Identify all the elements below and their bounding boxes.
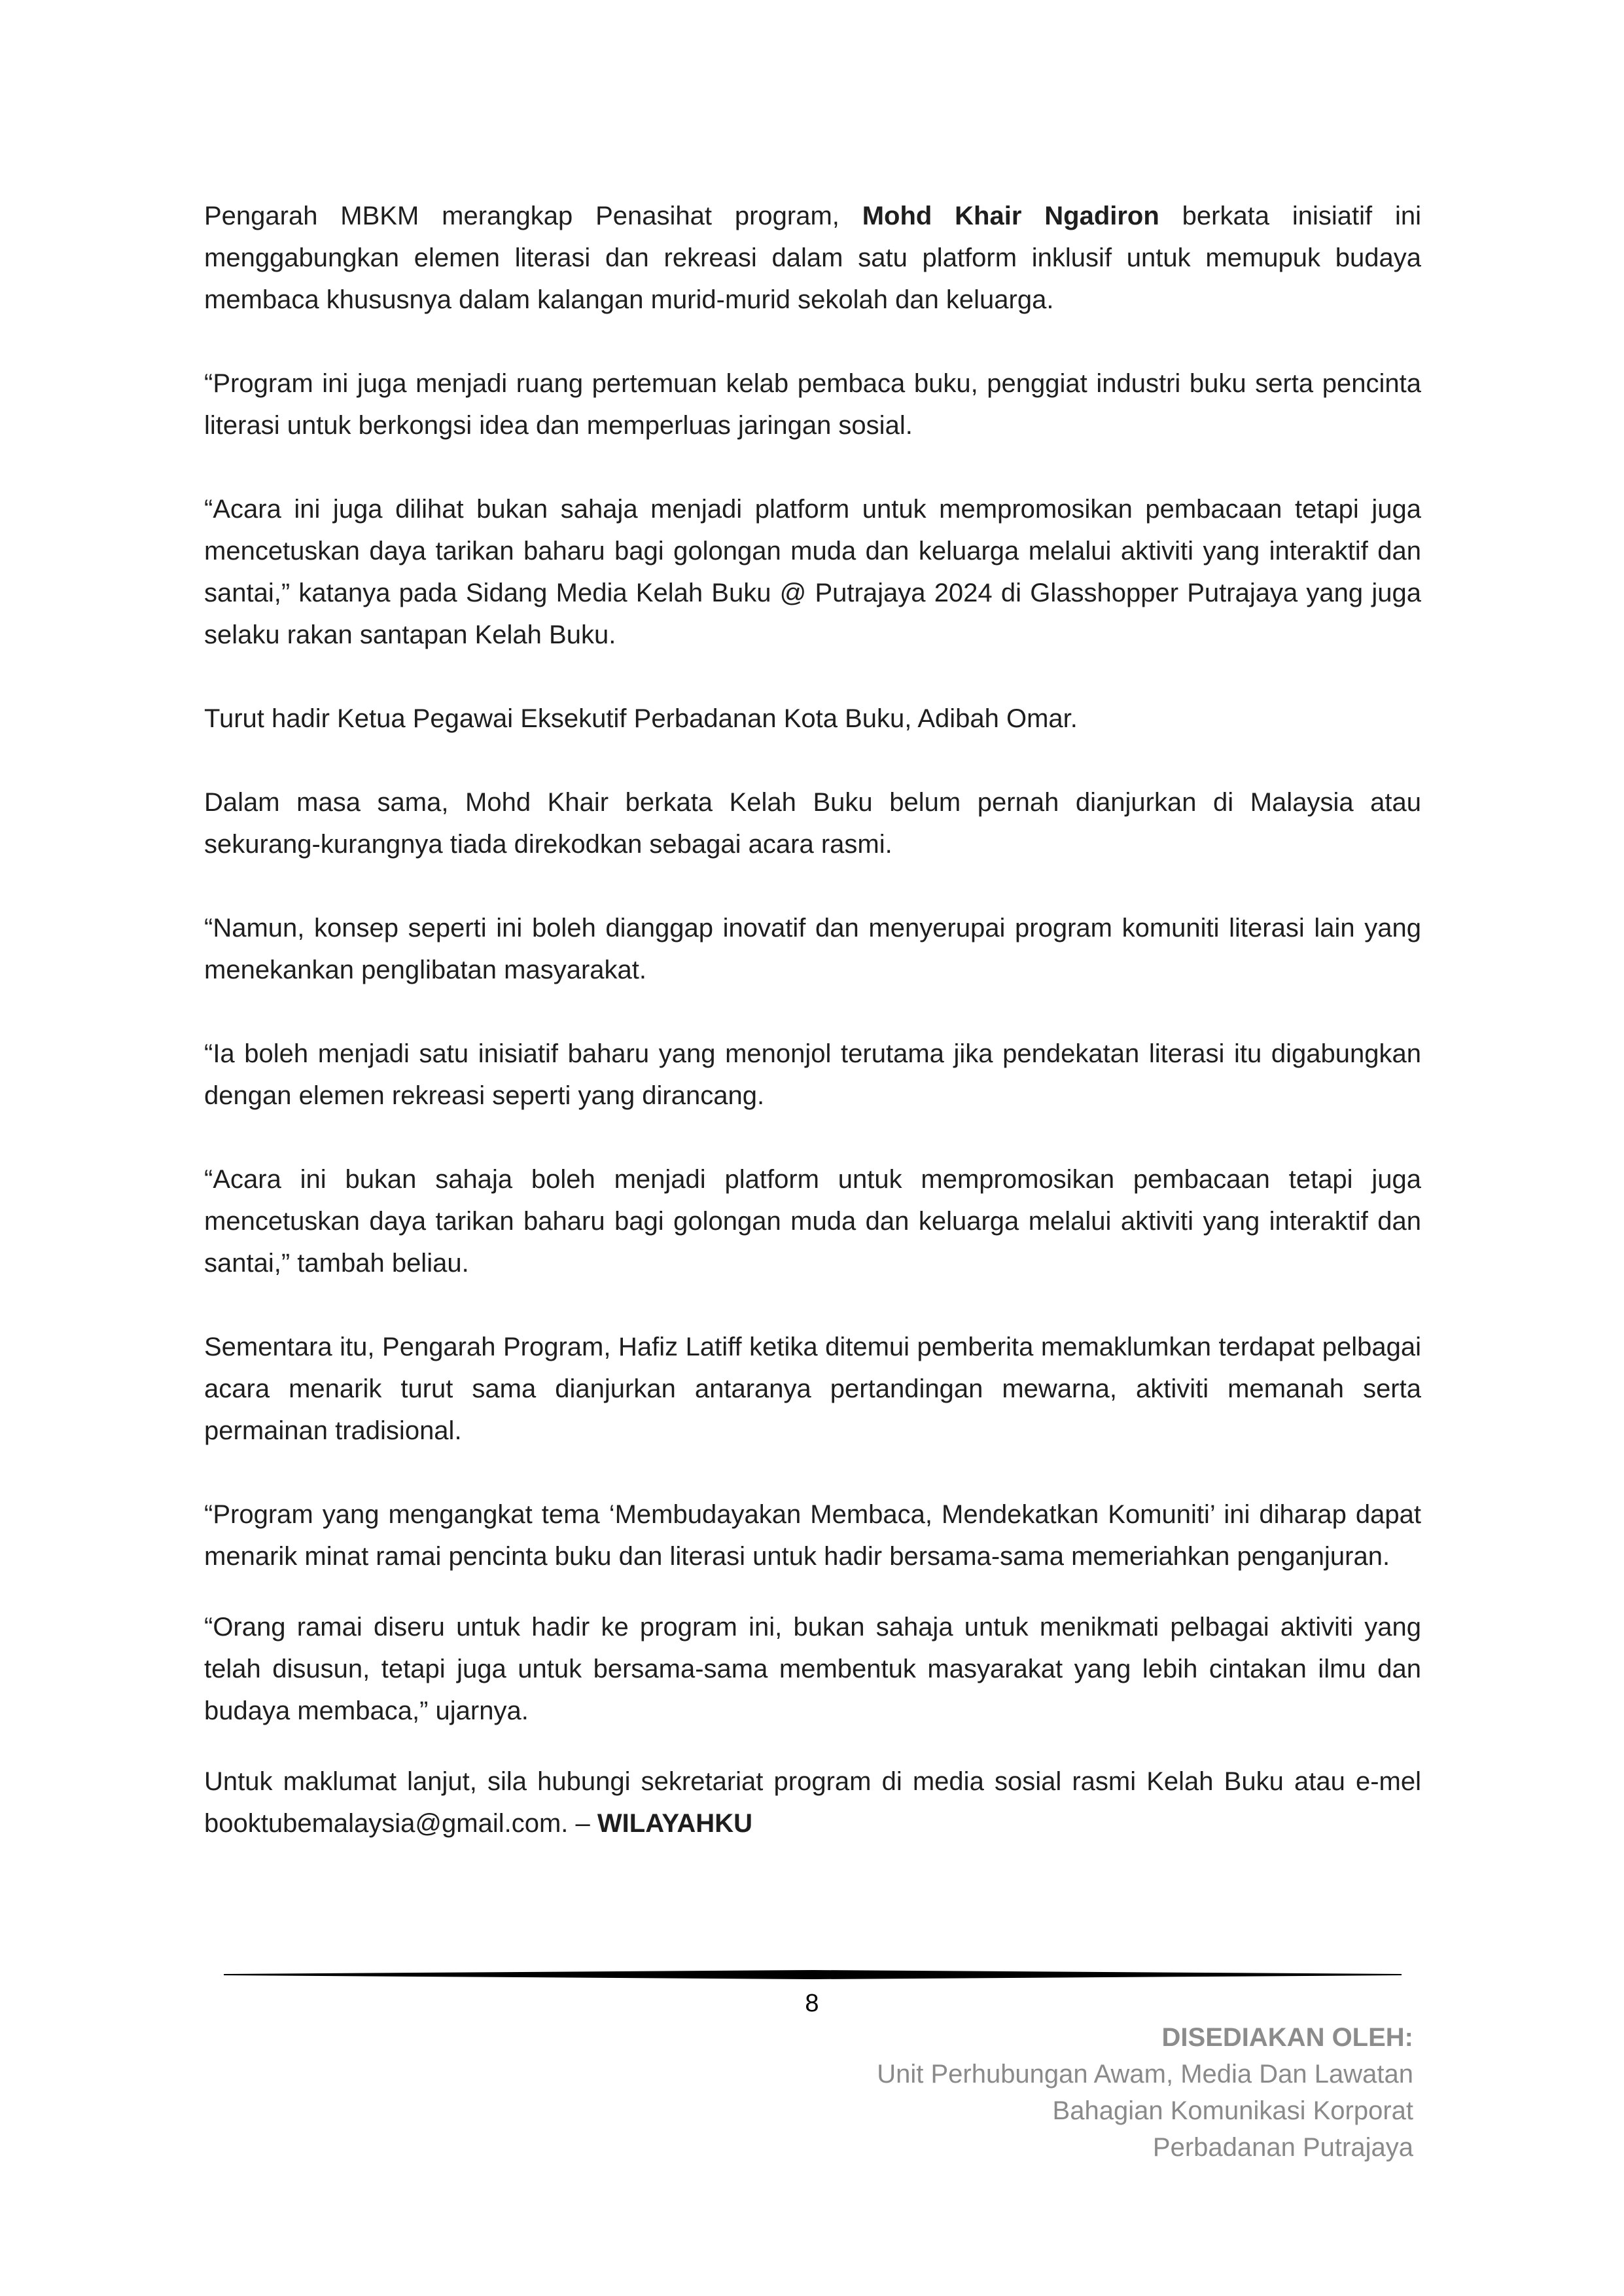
paragraph-7: “Ia boleh menjadi satu inisiatif baharu yang menonjol terutama jika pendekatan literasi itu digabungkan dengan elemen rekreasi seperti yang dirancang. — [204, 1039, 1421, 1110]
prepared-by-organisation: Perbadanan Putrajaya — [1152, 2133, 1413, 2162]
paragraph-6: “Namun, konsep seperti ini boleh dianggap inovatif dan menyerupai program komuniti literasi lain yang menekankan penglibatan masyarakat. — [204, 914, 1421, 984]
paragraph-11: “Orang ramai diseru untuk hadir ke program ini, bukan sahaja untuk menikmati pelbagai aktiviti yang telah disusun, tetapi juga untuk bersama-sama membentuk masyarakat yang lebih cintakan ilmu dan budaya membaca,” ujarnya. — [204, 1613, 1421, 1725]
paragraph-4: Turut hadir Ketua Pegawai Eksekutif Perbadanan Kota Buku, Adibah Omar. — [204, 704, 1078, 733]
paragraph-5: Dalam masa sama, Mohd Khair berkata Kelah Buku belum pernah dianjurkan di Malaysia atau sekurang-kurangnya tiada direkodkan sebagai acara rasmi. — [204, 788, 1421, 859]
paragraph-1-lead: Pengarah MBKM merangkap Penasihat program, — [204, 202, 862, 230]
divider-shape — [224, 1970, 1402, 1979]
paragraph-12-text: Untuk maklumat lanjut, sila hubungi sekretariat program di media sosial rasmi Kelah Buku atau e-mel booktubemalaysia@gmail.com. – — [204, 1767, 1421, 1838]
paragraph-9: Sementara itu, Pengarah Program, Hafiz Latiff ketika ditemui pemberita memaklumkan terdapat pelbagai acara menarik turut sama dianjurkan antaranya pertandingan mewarna, aktiviti memanah serta permainan tradisional. — [204, 1333, 1421, 1445]
footer-divider — [224, 1970, 1402, 1979]
prepared-by-division: Bahagian Komunikasi Korporat — [1052, 2096, 1413, 2125]
paragraph-1-rest: berkata inisiatif ini menggabungkan elemen literasi dan rekreasi dalam satu platform inklusif untuk memupuk budaya membaca khususnya dalam kalangan murid-murid sekolah dan keluarga. — [204, 202, 1421, 314]
page-number: 8 — [805, 1990, 819, 2017]
source-credit-bold: WILAYAHKU — [597, 1809, 752, 1838]
prepared-by-block — [877, 2019, 1413, 2166]
paragraph-3: “Acara ini juga dilihat bukan sahaja menjadi platform untuk mempromosikan pembacaan tetapi juga mencetuskan daya tarikan baharu bagi golongan muda dan keluarga melalui aktiviti yang interaktif dan santai,” katanya pada Sidang Media Kelah Buku @ Putrajaya 2024 di Glasshopper Putrajaya yang juga selaku rakan santapan Kelah Buku. — [204, 495, 1421, 649]
paragraph-1 — [204, 195, 1421, 321]
prepared-by-heading: DISEDIAKAN OLEH: — [1161, 2023, 1413, 2052]
paragraph-10: “Program yang mengangkat tema ‘Membudayakan Membaca, Mendekatkan Komuniti’ ini diharap dapat menarik minat ramai pencinta buku dan literasi untuk hadir bersama-sama memeriahkan penganjuran. — [204, 1500, 1421, 1571]
person-name-bold: Mohd Khair Ngadiron — [862, 202, 1159, 230]
paragraph-8: “Acara ini bukan sahaja boleh menjadi platform untuk mempromosikan pembacaan tetapi juga mencetuskan daya tarikan baharu bagi golongan muda dan keluarga melalui aktiviti yang interaktif dan santai,” tambah beliau. — [204, 1165, 1421, 1278]
article-body — [204, 195, 1421, 1844]
prepared-by-unit: Unit Perhubungan Awam, Media Dan Lawatan — [877, 2060, 1413, 2089]
paragraph-2: “Program ini juga menjadi ruang pertemuan kelab pembaca buku, penggiat industri buku serta pencinta literasi untuk berkongsi idea dan memperluas jaringan sosial. — [204, 369, 1421, 440]
paragraph-12 — [204, 1761, 1421, 1844]
